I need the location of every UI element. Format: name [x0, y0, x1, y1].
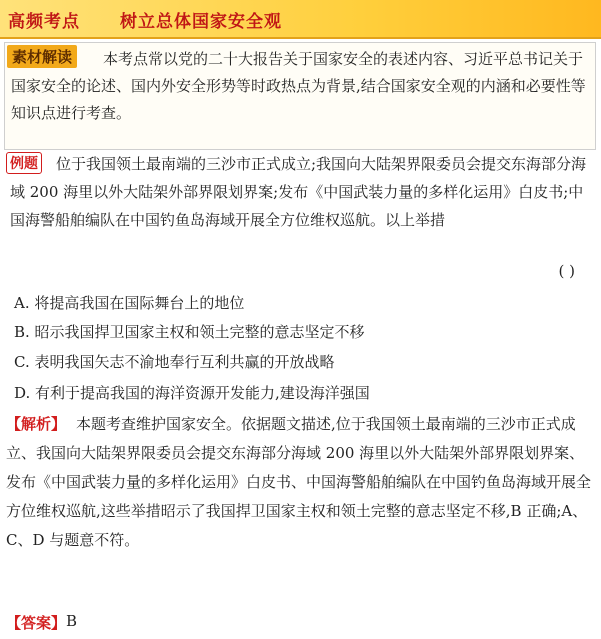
material-text: 本考点常以党的二十大报告关于国家安全的表述内容、习近平总书记关于国家安全的论述、国内外安全形势等时政热点为背景,结合国家安全观的内涵和必要性等知识点进行考查。 — [11, 50, 586, 122]
material-box — [4, 42, 596, 150]
answer-badge: 【答案】 — [6, 614, 67, 632]
option-b: B. 昭示我国捍卫国家主权和领土完整的意志坚定不移 — [14, 323, 365, 341]
option-a: A. 将提高我国在国际舞台上的地位 — [14, 294, 245, 312]
option-d: D. 有利于提高我国的海洋资源开发能力,建设海洋强国 — [14, 384, 370, 402]
answer-value: B — [66, 612, 78, 630]
option-c: C. 表明我国矢志不渝地奉行互利共赢的开放战略 — [14, 353, 335, 371]
question-stem: 位于我国领土最南端的三沙市正式成立;我国向大陆架界限委员会提交东海部分海域 200 海里以外大陆架外部界限划界案;发布《中国武装力量的多样化运用》白皮书;中国海警船舶编队在中国钓鱼岛海域开展全方位维权巡航。以上举措 — [10, 155, 587, 229]
topic-tag: 高频考点 — [8, 12, 80, 32]
example-badge: 例题 — [6, 152, 42, 174]
topic-title: 树立总体国家安全观 — [120, 12, 282, 32]
material-badge: 素材解读 — [7, 45, 77, 68]
analysis-text: 本题考查维护国家安全。依据题文描述,位于我国领土最南端的三沙市正式成立、我国向大陆架界限委员会提交东海部分海域 200 海里以外大陆架外部界限划界案、发布《中国武装力量的多样化运用》白皮书、中国海警船舶编队在中国钓鱼岛海域开展全方位维权巡航,这些举措昭示了我国捍卫国家主权和领土完整的意志坚定不移,B 正确;A、C、D 与题意不符。 — [6, 415, 592, 549]
analysis-badge: 【解析】 — [6, 415, 67, 433]
answer-bracket: ( ) — [558, 262, 575, 280]
topic-header — [0, 0, 601, 39]
